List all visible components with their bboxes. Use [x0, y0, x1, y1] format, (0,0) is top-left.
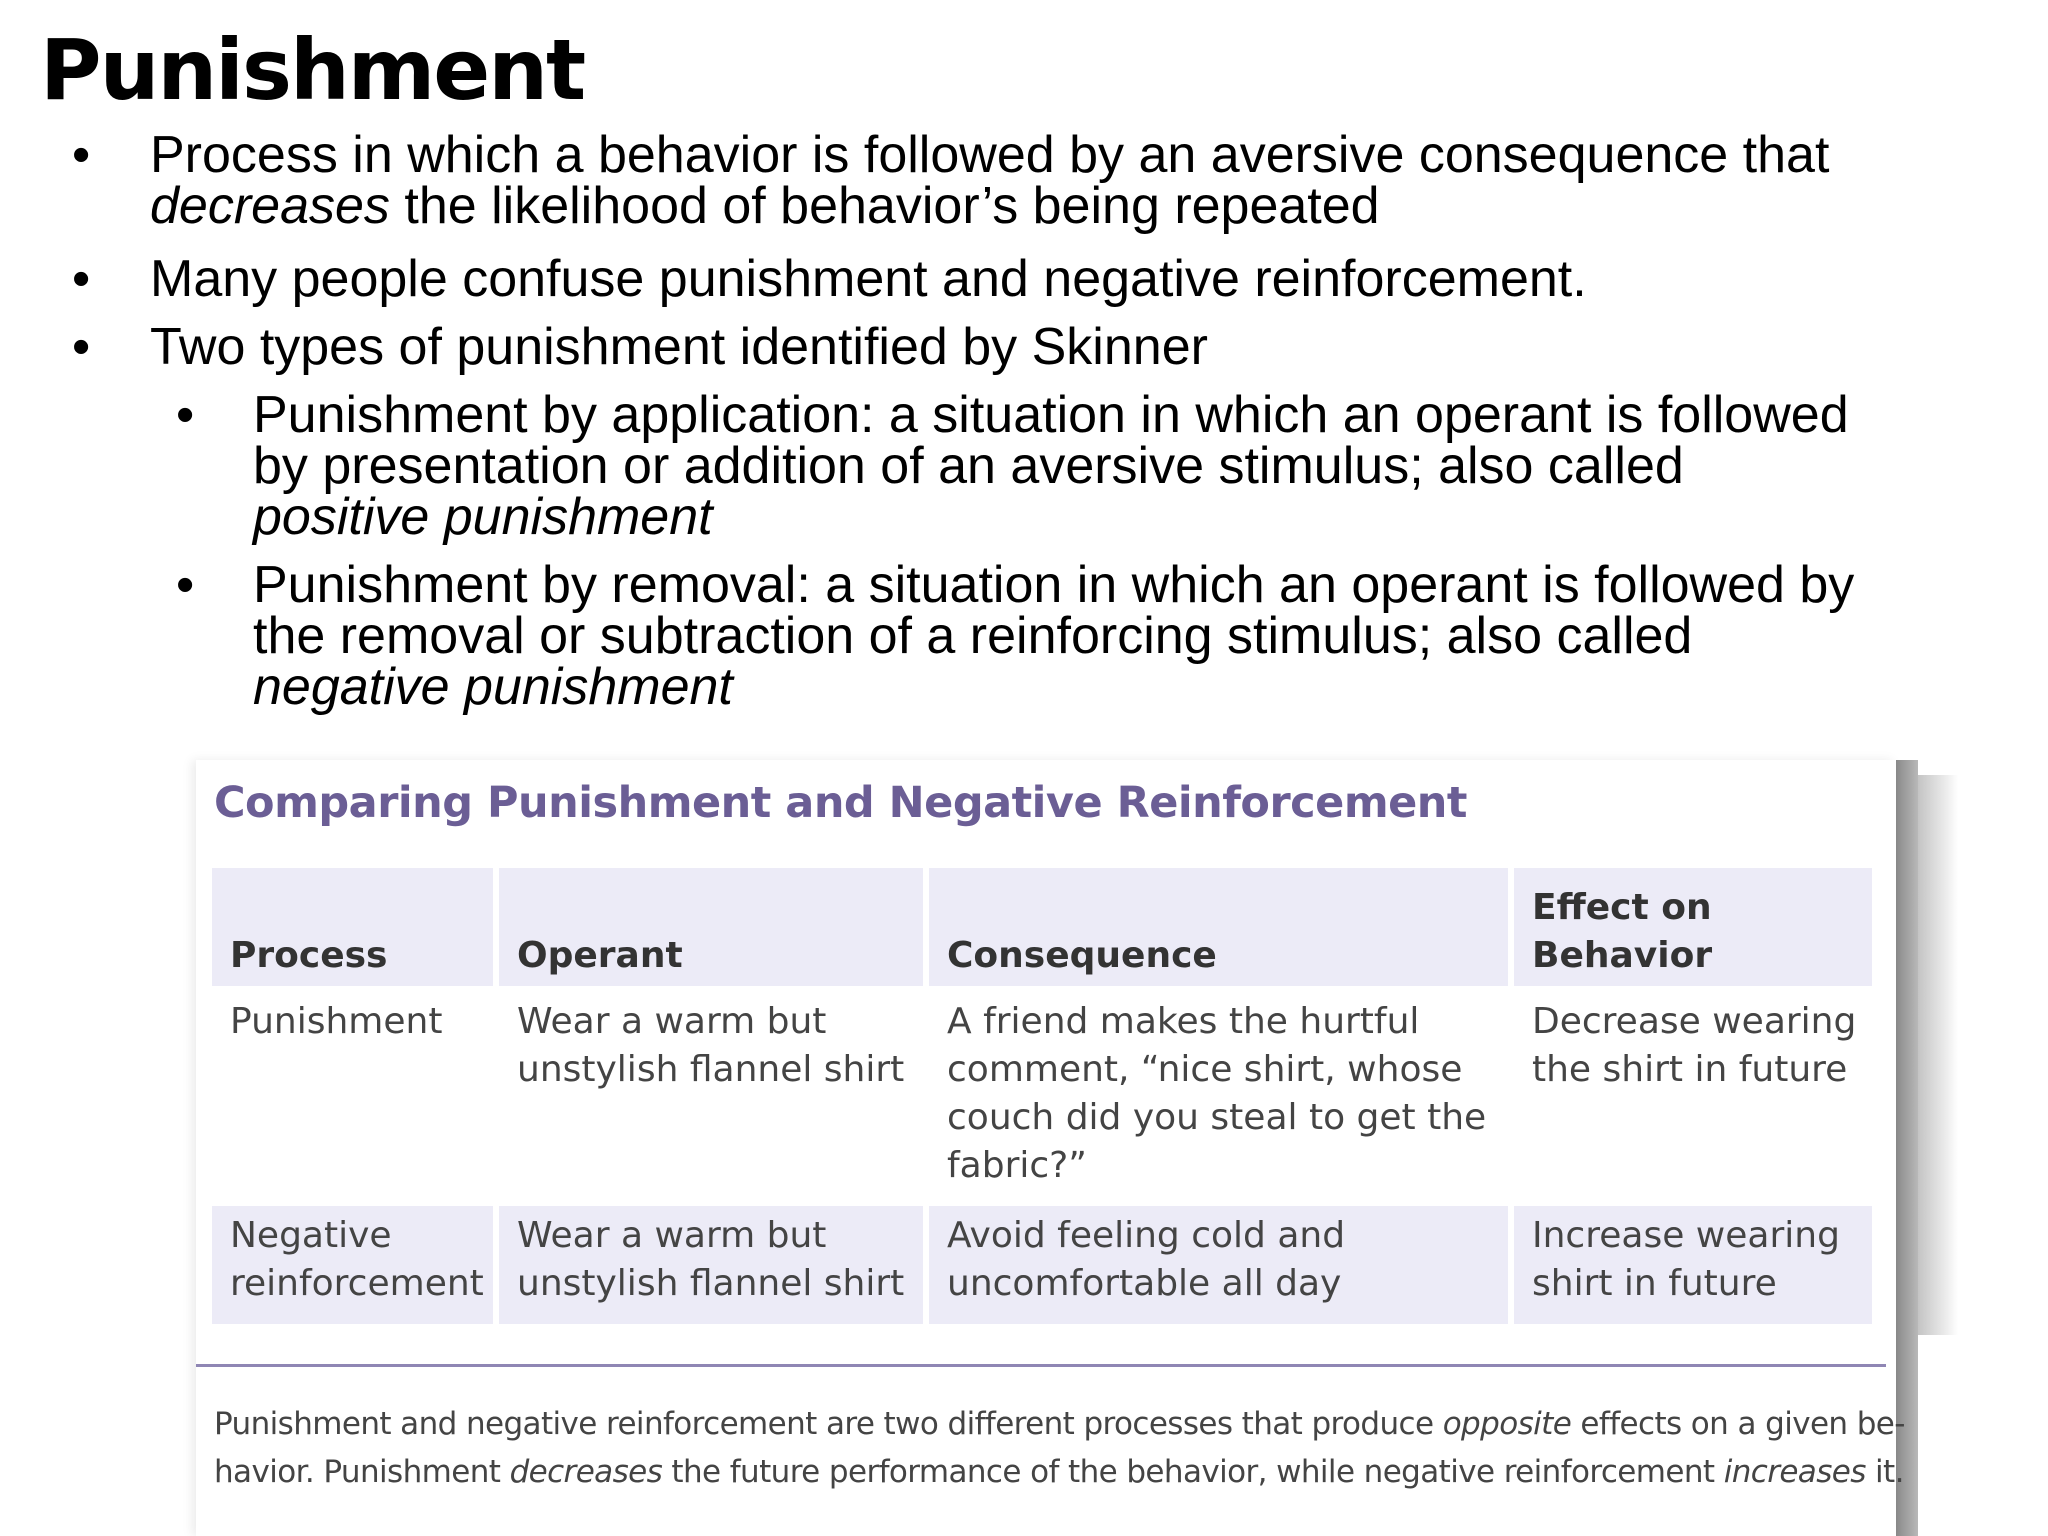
cell-line: Increase wearing: [1532, 1215, 1840, 1256]
cell-line: Decrease wearing: [1532, 1001, 1857, 1042]
table-cell: [1514, 992, 1872, 1200]
slide-title: Punishment: [40, 21, 585, 119]
cell-line: Wear a warm but: [517, 1215, 827, 1256]
caption-text: the future performance of the behavior, while negative reinforcement: [662, 1454, 1724, 1490]
emphasis: decreases: [150, 177, 390, 235]
header-process: Process: [212, 868, 493, 986]
cell-line: Negative: [230, 1215, 392, 1256]
caption-text: Punishment and negative reinforcement are two different processes that produce: [214, 1406, 1443, 1442]
figure-caption: [214, 1400, 1905, 1496]
bullet-line: [253, 488, 1849, 546]
header-consequence: Consequence: [929, 868, 1508, 986]
header-operant: Operant: [499, 868, 923, 986]
cell-line: couch did you steal to get the: [947, 1097, 1487, 1138]
bullet-text: [253, 556, 1855, 716]
bullet-line: the removal or subtraction of a reinforcing stimulus; also called: [253, 607, 1693, 665]
bullet-dot: •: [176, 556, 195, 614]
comparison-figure: [196, 760, 1905, 1536]
table-cell: [929, 1206, 1508, 1324]
figure-title: Comparing Punishment and Negative Reinforcement: [214, 778, 1467, 828]
bullet-text: [253, 386, 1849, 546]
cell-line: comment, “nice shirt, whose: [947, 1049, 1463, 1090]
cell-line: shirt in future: [1532, 1263, 1777, 1304]
cell-line: A friend makes the hurtful: [947, 1001, 1420, 1042]
cell-line: reinforcement: [230, 1263, 484, 1304]
bullet-line-rest: the likelihood of behavior’s being repeated: [389, 177, 1380, 235]
header-effect: [1514, 868, 1872, 986]
bullet-line: Punishment by application: a situation in which an operant is followed: [253, 386, 1849, 444]
bullet-line: Process in which a behavior is followed by an aversive consequence that: [150, 126, 1830, 184]
cell-line: fabric?”: [947, 1145, 1087, 1186]
cell-line: uncomfortable all day: [947, 1263, 1342, 1304]
bullet-dot: •: [72, 126, 91, 184]
table-cell: [212, 1206, 493, 1324]
bullet-dot: •: [176, 386, 195, 444]
table-cell: [499, 1206, 923, 1324]
table-cell: [499, 992, 923, 1200]
caption-line: [214, 1448, 1904, 1496]
cell-line: the shirt in future: [1532, 1049, 1848, 1090]
figure-divider: [196, 1364, 1886, 1367]
figure-shadow: [1918, 775, 1958, 1335]
bullet-text: Two types of punishment identified by Skinner: [150, 318, 1208, 376]
cell-line: unstylish flannel shirt: [517, 1049, 905, 1090]
header-effect-line: Behavior: [1532, 935, 1713, 976]
cell-line: unstylish flannel shirt: [517, 1263, 905, 1304]
caption-text: effects on a given be-: [1571, 1406, 1905, 1442]
table-cell: [1514, 1206, 1872, 1324]
caption-text: it.: [1865, 1454, 1904, 1490]
emphasis: decreases: [509, 1454, 663, 1490]
header-effect-line: Effect on: [1532, 887, 1712, 928]
caption-line: [214, 1400, 1905, 1448]
bullet-line: Punishment by removal: a situation in which an operant is followed by: [253, 556, 1855, 614]
table-cell: [212, 992, 493, 1200]
bullet-line: by presentation or addition of an aversive stimulus; also called: [253, 437, 1684, 495]
bullet-text: [150, 126, 1830, 235]
emphasis: increases: [1723, 1454, 1866, 1490]
bullet-line: [150, 177, 1829, 235]
emphasis: positive punishment: [253, 488, 713, 546]
bullet-dot: •: [72, 318, 91, 376]
cell-line: Punishment: [230, 1001, 443, 1042]
bullet-dot: •: [72, 250, 91, 308]
table-cell: [929, 992, 1508, 1200]
cell-line: Wear a warm but: [517, 1001, 827, 1042]
bullet-line: [253, 658, 1854, 716]
emphasis: opposite: [1442, 1406, 1572, 1442]
cell-line: Avoid feeling cold and: [947, 1215, 1346, 1256]
caption-text: havior. Punishment: [214, 1454, 510, 1490]
bullet-text: Many people confuse punishment and negative reinforcement.: [150, 250, 1587, 308]
emphasis: negative punishment: [253, 658, 733, 716]
